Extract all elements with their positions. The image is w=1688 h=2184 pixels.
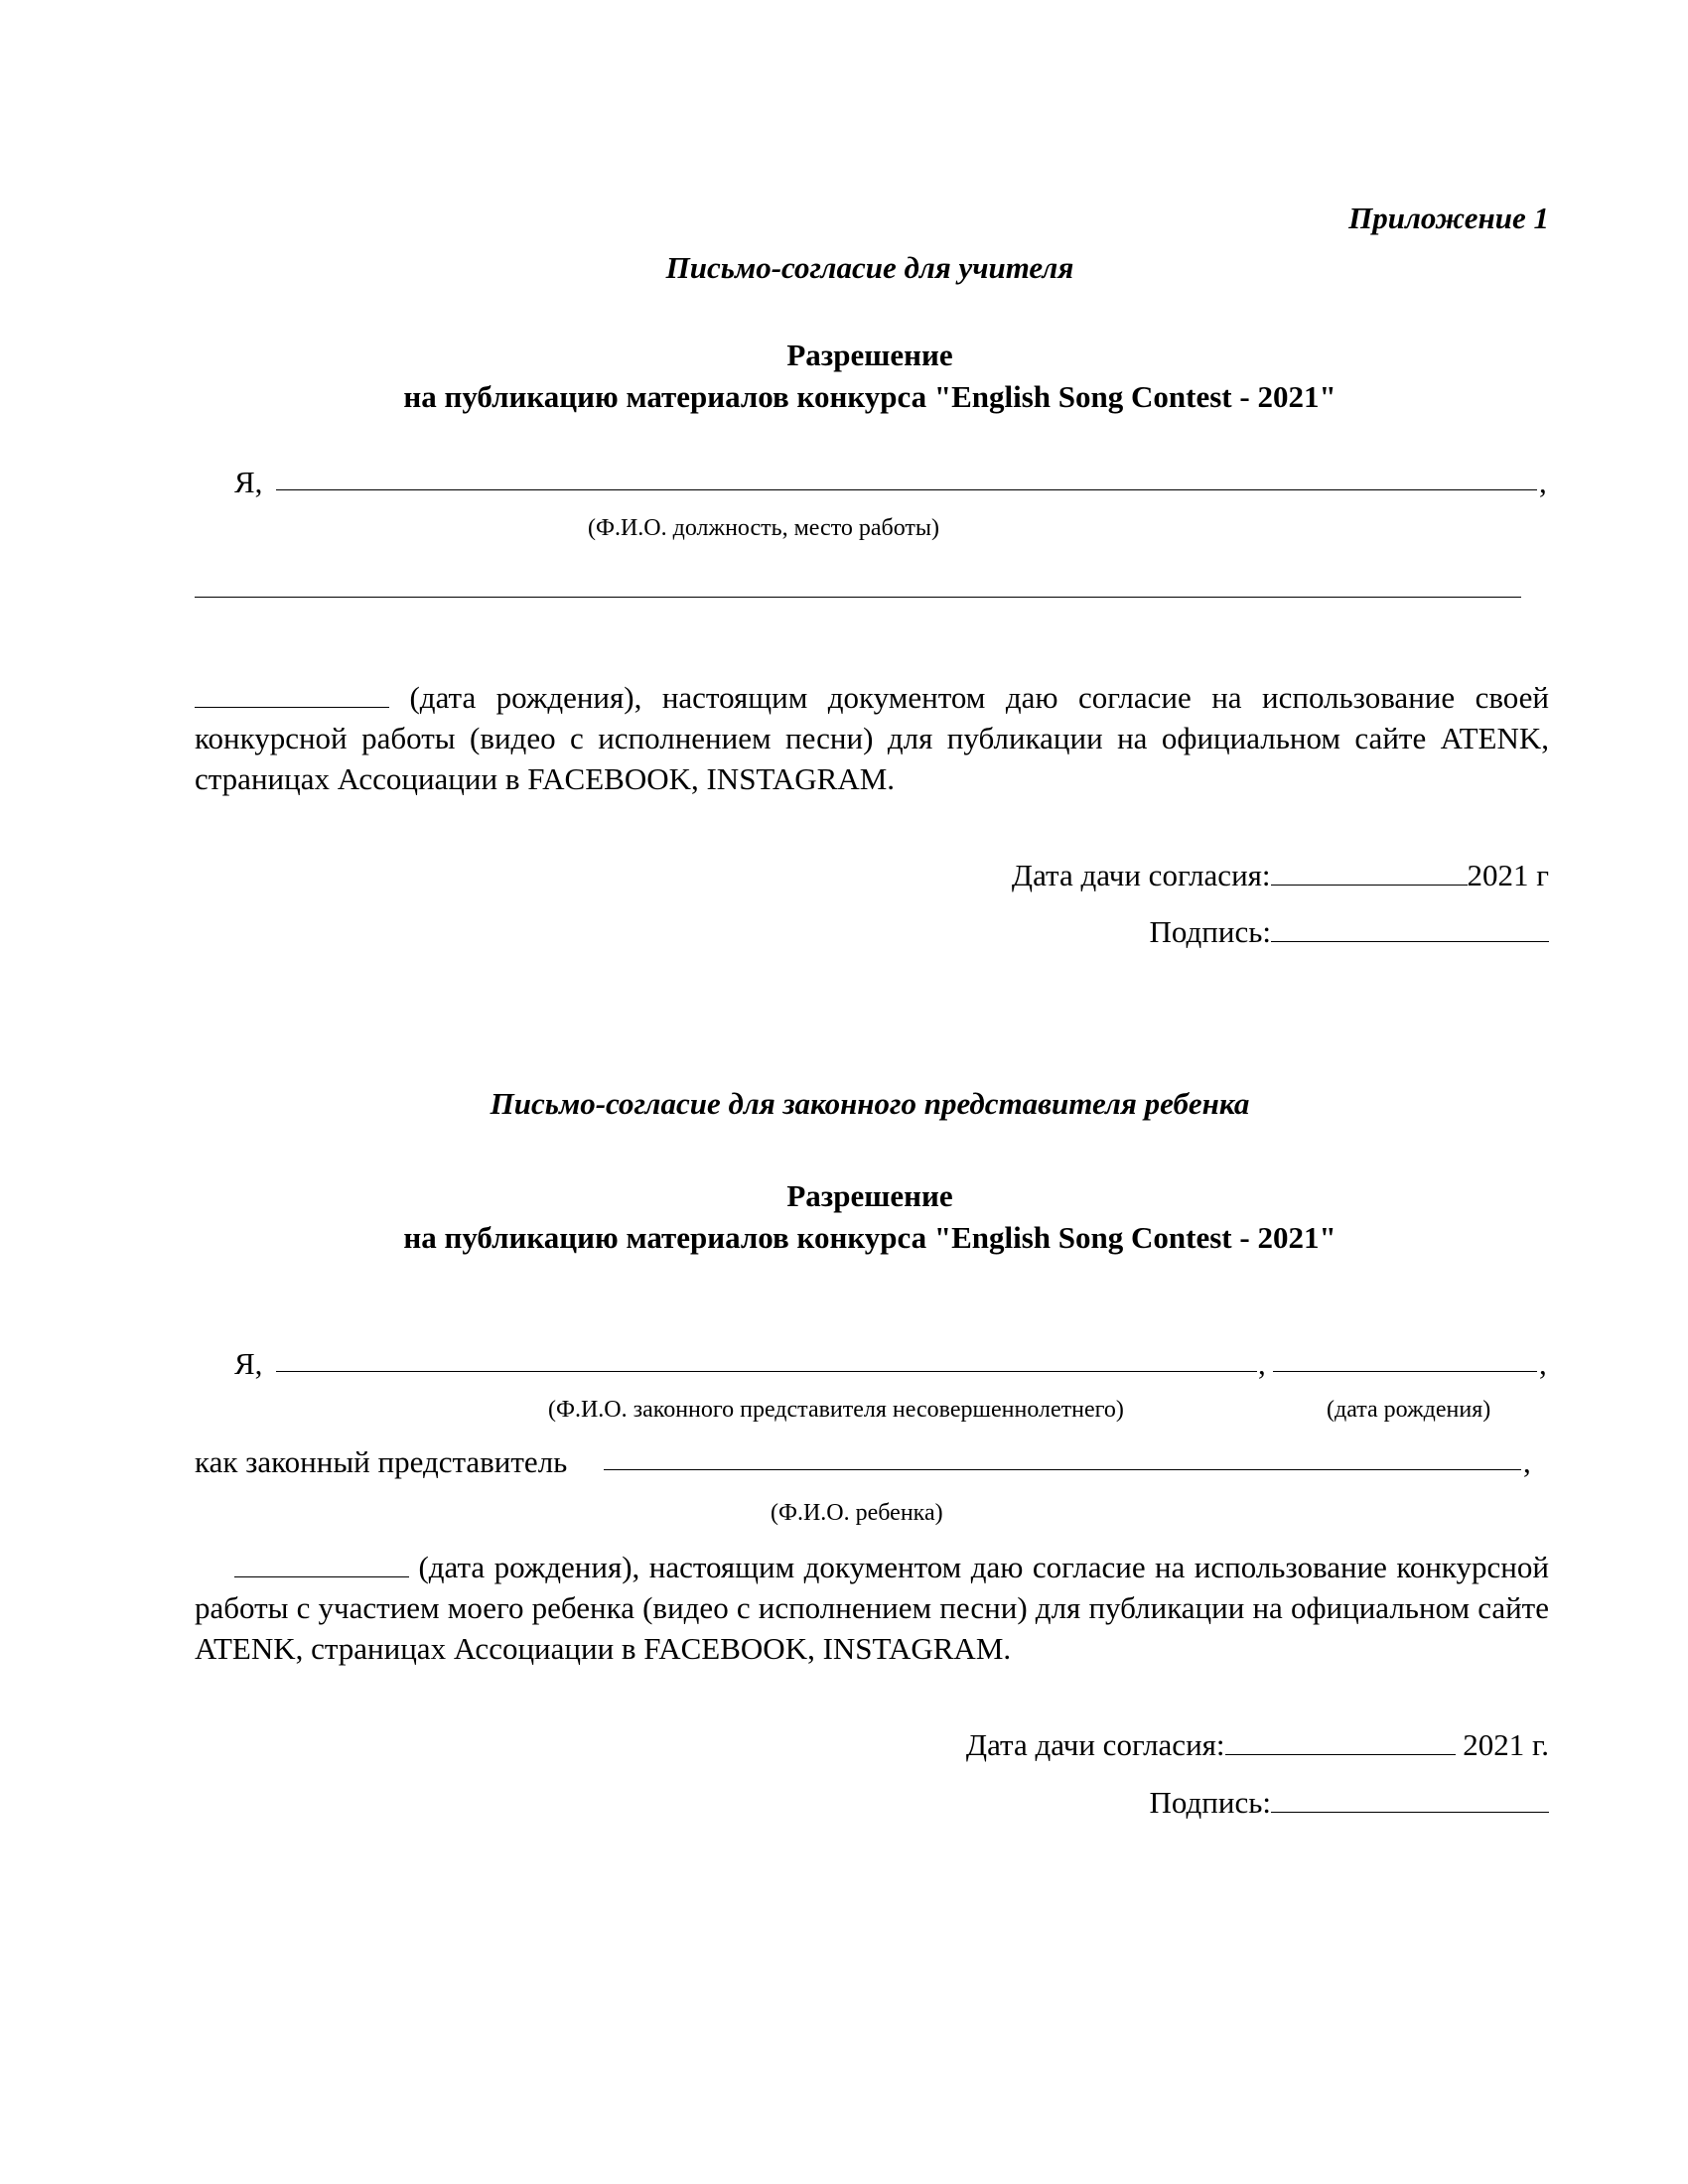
section2-date-suffix: 2021 г. xyxy=(1463,1727,1549,1762)
section1-date-field[interactable] xyxy=(1271,861,1468,886)
section1-consent-text: (дата рождения), настоящим документом даю согласие на использование своей конкурсной работы (видео с исполнением песни) для публикации на официальном сайте ATENK, страницах Ассоциации в FACEBOOK, INSTAGRAM. xyxy=(195,680,1550,796)
section2-representative-dob-field[interactable] xyxy=(1273,1371,1537,1372)
section1-heading: Письмо-согласие для учителя xyxy=(665,250,1074,285)
section2-date-field[interactable] xyxy=(1225,1730,1456,1755)
section1-position-field[interactable] xyxy=(195,597,1521,598)
section2-representative-name-field[interactable] xyxy=(276,1371,1257,1372)
section2-name-prefix: Я, xyxy=(234,1346,263,1381)
section1-subtitle: на публикацию материалов конкурса "English Song Contest - 2021" xyxy=(403,379,1336,414)
section2-consent-text: (дата рождения), настоящим документом даю согласие на использование конкурсной работы с участием моего ребенка (видео с исполнением песни) для публикации на официальном сайте ATENK, страницах Ассоциации в FACEBOOK, INSTAGRAM. xyxy=(195,1550,1549,1666)
section2-date-row xyxy=(966,1729,1549,1760)
section2-representative-label: как законный представитель xyxy=(195,1444,568,1479)
section1-consent-paragraph xyxy=(195,677,1549,799)
section2-heading: Письмо-согласие для законного представителя ребенка xyxy=(490,1086,1250,1121)
section2-rep-suffix: , xyxy=(1523,1444,1531,1479)
section2-rep-caption: (Ф.И.О. законного представителя несовершеннолетнего) xyxy=(548,1397,1124,1423)
section2-date-label: Дата дачи согласия: xyxy=(965,1727,1225,1762)
section2-consent-paragraph xyxy=(195,1547,1549,1669)
section1-name-caption: (Ф.И.О. должность, место работы) xyxy=(588,515,940,541)
section1-signature-field[interactable] xyxy=(1271,917,1549,942)
section2-separator: , xyxy=(1258,1346,1266,1381)
section1-date-suffix: 2021 г xyxy=(1467,858,1549,892)
section1-title: Разрешение xyxy=(786,338,953,372)
section2-dob-field[interactable] xyxy=(234,1553,409,1577)
section2-signature-label: Подпись: xyxy=(1149,1785,1271,1820)
section1-signature-label: Подпись: xyxy=(1149,914,1271,949)
section2-dob-caption: (дата рождения) xyxy=(1327,1397,1491,1423)
section1-date-row xyxy=(1012,860,1549,890)
appendix-label: Приложение 1 xyxy=(1348,201,1549,235)
section2-signature-row xyxy=(1150,1787,1549,1818)
section2-title: Разрешение xyxy=(786,1178,953,1213)
section1-signature-row xyxy=(1150,916,1549,947)
section1-name-field[interactable] xyxy=(276,489,1537,490)
section1-name-prefix: Я, xyxy=(234,465,263,499)
section2-subtitle: на публикацию материалов конкурса "English Song Contest - 2021" xyxy=(403,1220,1336,1255)
section1-dob-field[interactable] xyxy=(195,683,389,708)
section1-name-suffix: , xyxy=(1539,465,1547,499)
section2-child-name-field[interactable] xyxy=(604,1469,1521,1470)
section2-child-caption: (Ф.И.О. ребенка) xyxy=(771,1500,943,1526)
section2-signature-field[interactable] xyxy=(1271,1788,1549,1813)
section1-date-label: Дата дачи согласия: xyxy=(1011,858,1271,892)
section2-name-suffix: , xyxy=(1539,1346,1547,1381)
